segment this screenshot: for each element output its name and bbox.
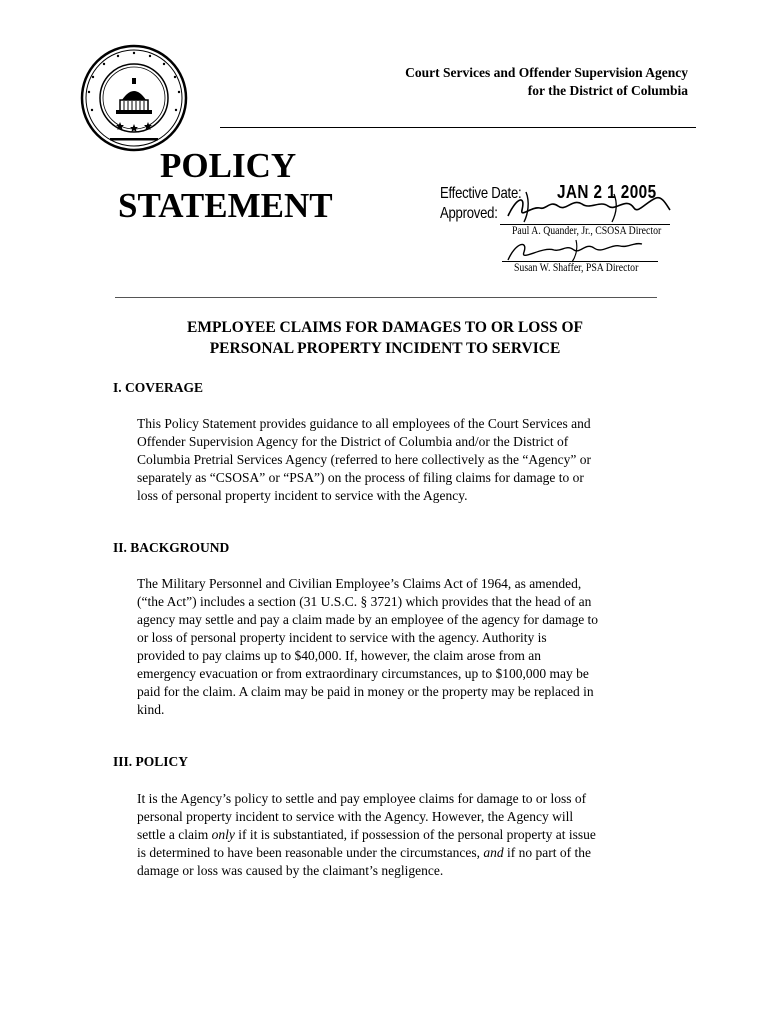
effective-date-stamp: JAN 2 1 2005 — [557, 182, 657, 202]
paragraph-line: This Policy Statement provides guidance to all employees of the Court Services and — [137, 416, 591, 431]
text-run: if no part of the — [503, 845, 591, 860]
emphasis-only: only — [211, 827, 235, 842]
section-heading-policy: III. POLICY — [113, 754, 189, 769]
section-heading-coverage: I. COVERAGE — [113, 380, 204, 395]
paragraph-line: agency may settle and pay a claim made by an employee of the agency for damage to — [137, 612, 599, 627]
document-title-line-1: EMPLOYEE CLAIMS FOR DAMAGES TO OR LOSS OF — [186, 319, 584, 336]
document-title-line-2: PERSONAL PROPERTY INCIDENT TO SERVICE — [209, 340, 561, 357]
paragraph-line: emergency evacuation or from extraordinary circumstances, up to $100,000 may be — [137, 666, 589, 681]
signature-block — [440, 184, 690, 284]
section-heading-background: II. BACKGROUND — [113, 540, 230, 555]
signer-1-name: Paul A. Quander, Jr., CSOSA Director — [512, 225, 662, 237]
paragraph-line — [137, 826, 659, 844]
agency-header — [288, 64, 688, 100]
header-rule — [220, 127, 696, 128]
policy-paragraph — [137, 790, 659, 880]
paragraph-line: Offender Supervision Agency for the District of Columbia and/or the District of — [137, 434, 569, 449]
paragraph-line: damage or loss was caused by the claimant’s negligence. — [137, 863, 444, 878]
signature-shaffer — [502, 236, 652, 264]
paragraph-line: or loss of personal property incident to service with the agency. Authority is — [137, 630, 547, 645]
section-rule — [115, 297, 657, 298]
effective-date-label: Effective Date: — [440, 185, 522, 202]
paragraph-line: paid for the claim. A claim may be paid in money or the property may be replaced in — [137, 684, 594, 699]
signature-quander — [496, 188, 676, 228]
paragraph-line: It is the Agency’s policy to settle and pay employee claims for damage to or loss of — [137, 791, 587, 806]
agency-jurisdiction: for the District of Columbia — [527, 83, 688, 98]
text-run: is determined to have been reasonable under the circumstances, — [137, 845, 484, 860]
agency-seal — [80, 44, 188, 152]
paragraph-line: Columbia Pretrial Services Agency (referred to here collectively as the “Agency” or — [137, 452, 591, 467]
title-line-1: POLICY — [160, 146, 297, 185]
emphasis-and: and — [483, 845, 504, 860]
agency-name: Court Services and Offender Supervision Agency — [405, 65, 688, 80]
paragraph-line: personal property incident to service with the Agency. However, the Agency will — [137, 809, 574, 824]
paragraph-line: kind. — [137, 702, 165, 717]
paragraph-line: separately as “CSOSA” or “PSA”) on the process of filing claims for damage to or — [137, 470, 584, 485]
paragraph-line: The Military Personnel and Civilian Employee’s Claims Act of 1964, as amended, — [137, 576, 582, 591]
title-line-2: STATEMENT — [118, 186, 333, 225]
approved-label: Approved: — [440, 205, 498, 222]
paragraph-line — [137, 844, 659, 862]
text-run: settle a claim — [137, 827, 212, 842]
signer-2-name: Susan W. Shaffer, PSA Director — [514, 262, 639, 274]
coverage-paragraph — [137, 415, 659, 505]
text-run: if it is substantiated, if possession of the personal property at issue — [234, 827, 596, 842]
paragraph-line: (“the Act”) includes a section (31 U.S.C. § 3721) which provides that the head of an — [137, 594, 592, 609]
page-title — [118, 146, 333, 226]
seal-graphic — [80, 44, 188, 152]
paragraph-line: provided to pay claims up to $40,000. If, however, the claim arose from an — [137, 648, 541, 663]
paragraph-line: loss of personal property incident to service with the Agency. — [137, 488, 468, 503]
document-title — [110, 317, 660, 359]
background-paragraph — [137, 575, 659, 719]
